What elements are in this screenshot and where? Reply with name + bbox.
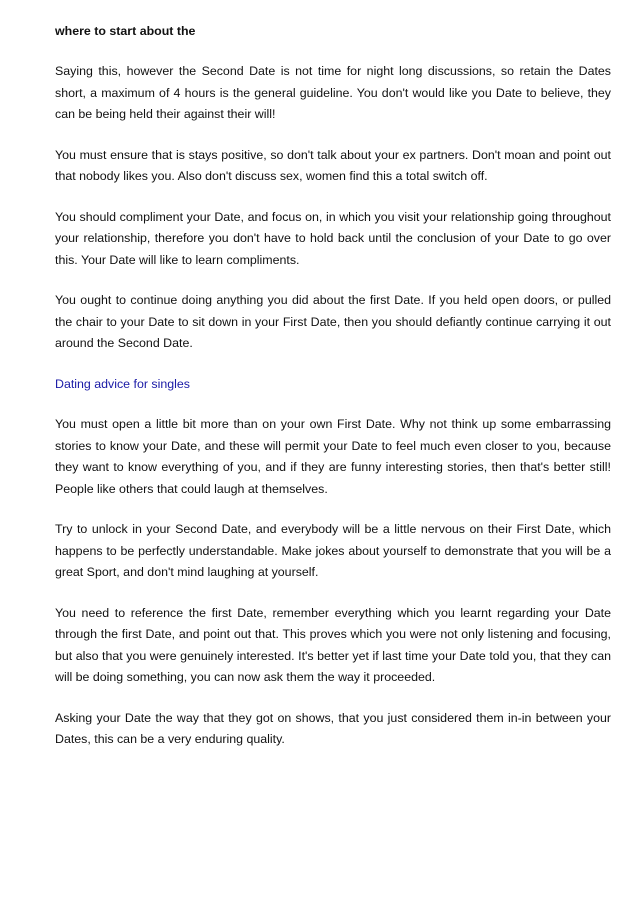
paragraph-asking-your-date: Asking your Date the way that they got on shows, that you just considered them in-in between your Dates, this can be a very enduring quality.	[55, 710, 611, 746]
paragraph-second-date-length: Saying this, however the Second Date is not time for night long discussions, so retain the Dates short, a maximum of 4 hours is the general guideline. You don't would like you Date to believe, they can be being held their against their will!	[55, 64, 611, 121]
page-heading: where to start about the	[55, 24, 196, 38]
paragraph-continue-manners: You ought to continue doing anything you did about the first Date. If you held open doors, or pulled the chair to your Date to sit down in your First Date, then you should defiantly continue carrying it out around the Second Date.	[55, 293, 611, 350]
paragraph-compliment: You should compliment your Date, and focus on, in which you visit your relationship going throughout your relationship, therefore you don't have to hold back until the conclusion of your Date to go over this. Your Date will like to learn compliments.	[55, 209, 611, 267]
document-page	[55, 21, 611, 770]
paragraph-stay-positive: You must ensure that is stays positive, so don't talk about your ex partners. Don't moan and point out that nobody likes you. Also don't discuss sex, women find this a total switch off.	[55, 147, 611, 183]
paragraph-open-up: You must open a little bit more than on your own First Date. Why not think up some embarrassing stories to know your Date, and these will permit your Date to feel much even closer to you, because they want to know everything of you, and if they are funny interesting stories, then that's better still! People like others that could laugh at themselves.	[55, 417, 611, 496]
dating-advice-link[interactable]: Dating advice for singles	[55, 376, 190, 391]
paragraph-unlock: Try to unlock in your Second Date, and everybody will be a little nervous on their First Date, which happens to be perfectly understandable. Make jokes about yourself to demonstrate that you will be a great Sport, and don't mind laughing at yourself.	[55, 522, 611, 579]
paragraph-reference-first-date: You need to reference the first Date, remember everything which you learnt regarding your Date through the first Date, and point out that. This proves which you were not only listening and focusing, but also that you were genuinely interested. It's better yet if last time your Date told you, that they can will be doing something, you can now ask them the way it proceeded.	[55, 605, 611, 684]
